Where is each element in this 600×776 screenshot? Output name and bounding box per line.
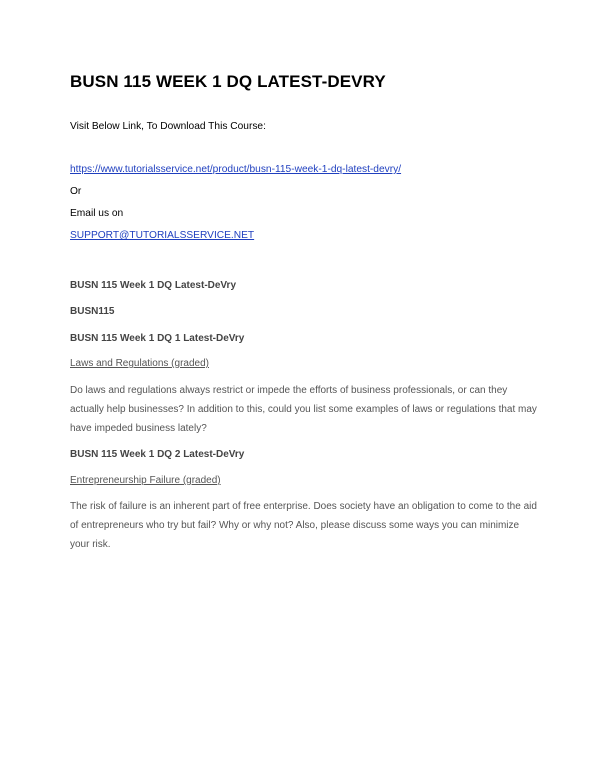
course-download-link[interactable]: https://www.tutorialsservice.net/product/busn-115-week-1-dq-latest-devry/: [70, 164, 402, 175]
dq1-topic: Laws and Regulations (graded): [70, 358, 209, 369]
visit-instruction: Visit Below Link, To Download This Course:: [70, 121, 266, 132]
course-code: BUSN115: [70, 306, 115, 317]
dq2-body: The risk of failure is an inherent part of free enterprise. Does society have an obligation to come to the aid of entrepreneurs who try but fail? Why or why not? Also, please discuss some ways you can minimize your risk.: [70, 501, 537, 550]
dq1-heading: BUSN 115 Week 1 DQ 1 Latest-DeVry: [70, 333, 245, 344]
page-title: BUSN 115 WEEK 1 DQ LATEST-DEVRY: [70, 72, 386, 91]
dq2-topic: Entrepreneurship Failure (graded): [70, 475, 221, 486]
dq1-body: Do laws and regulations always restrict or impede the efforts of business professionals, or can they actually help businesses? In addition to this, could you list some examples of laws or regulations that may have impeded business lately?: [70, 385, 537, 434]
section-heading-main: BUSN 115 Week 1 DQ Latest-DeVry: [70, 280, 237, 291]
support-email-link[interactable]: SUPPORT@TUTORIALSSERVICE.NET: [70, 230, 255, 241]
or-text: Or: [70, 186, 82, 197]
dq2-heading: BUSN 115 Week 1 DQ 2 Latest-DeVry: [70, 449, 245, 460]
email-instruction: Email us on: [70, 208, 124, 219]
